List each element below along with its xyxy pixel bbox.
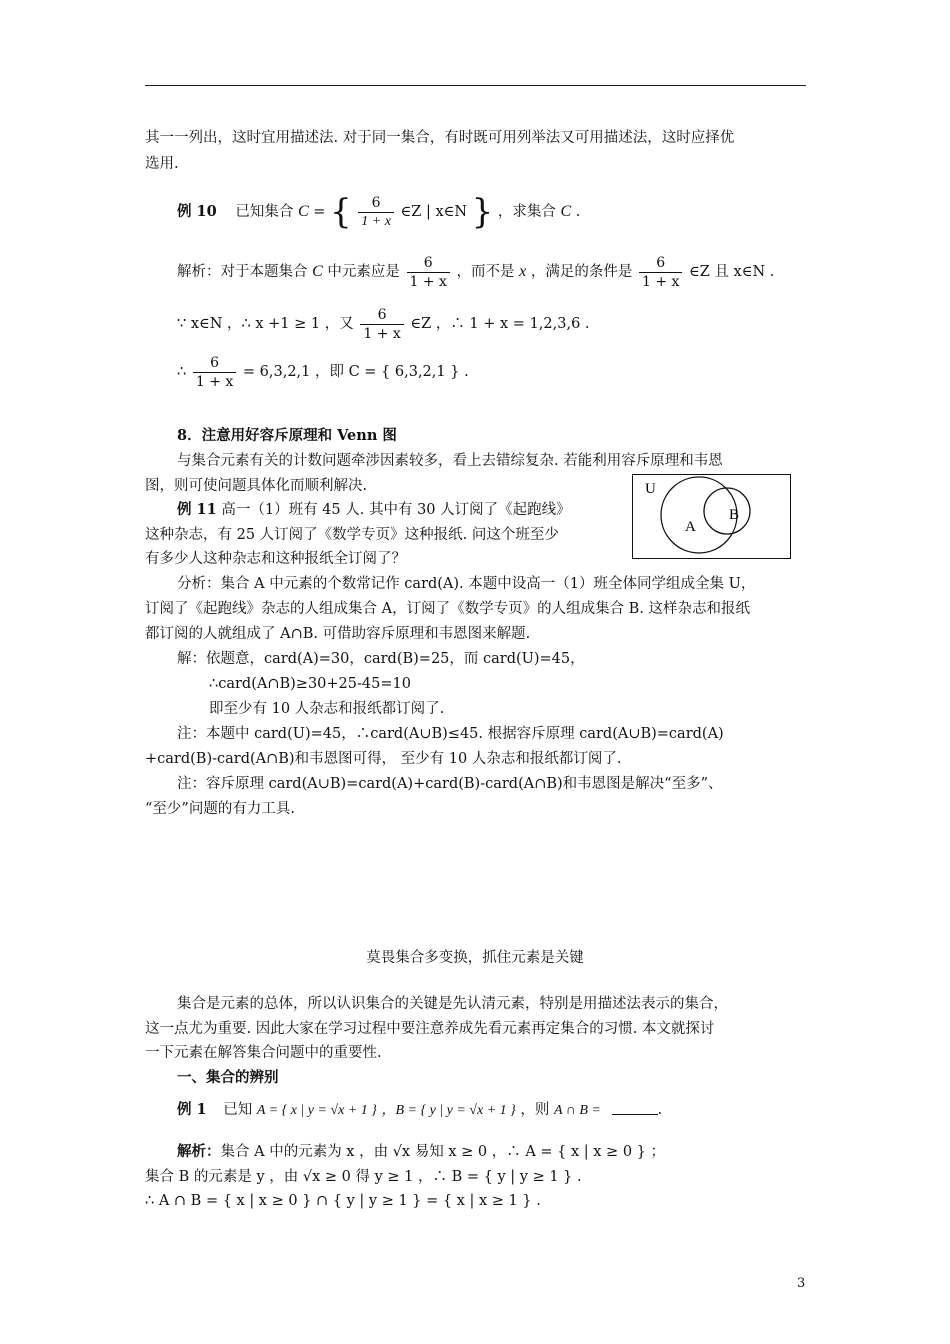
paragraph-line: 订阅了《起跑线》杂志的人组成集合 A，订阅了《数学专页》的人组成集合 B. 这样杂志和报纸 — [145, 601, 751, 617]
paragraph-line: 这一点尤为重要. 因此大家在学习过程中要注意养成先看元素再定集合的习惯. 本文就探讨 — [145, 1021, 715, 1037]
analysis-line-3: ∴ $\frac{6}{1 + x}$ = 6,3,2,1 ，即 C = { 6,3,2,1 } . — [177, 354, 469, 390]
solution-line: ∴card(A∩B)≥30+25-45=10 — [209, 676, 411, 692]
section-heading: 一、集合的辨别 — [177, 1069, 279, 1086]
fraction: $\frac{6}{1 + x}$ — [639, 254, 682, 291]
analysis-line-1: 解析：对于本题集合 C 中元素应是 $\frac{6}{1 + x}$ ，而不是 x ，满足的条件是 $\frac{6}{1 + x}$ ∈Z 且 x∈N . — [177, 254, 775, 290]
paragraph-line: 集合是元素的总体，所以认识集合的关键是先认清元素，特别是用描述法表示的集合， — [177, 996, 728, 1012]
example-label: 例 11 — [177, 501, 217, 518]
example-10: 例 10 已知集合 C = { $\frac{6}{1 + x}$ ∈Z | x∈N } ，求集合 C . — [177, 192, 581, 232]
header-rule — [145, 85, 806, 86]
solution-line: 即至少有 10 人杂志和报纸都订阅了. — [209, 701, 445, 717]
example-label: 例 10 — [177, 203, 217, 220]
paragraph-line: 一下元素在解答集合问题中的重要性. — [145, 1045, 382, 1061]
paragraph-line: 其一一列出，这时宜用描述法. 对于同一集合，有时既可用列举法又可用描述法，这时应择优 — [145, 130, 735, 146]
example-label: 例 1 — [177, 1101, 207, 1118]
answer-blank — [612, 1106, 658, 1115]
note-line: +card(B)-card(A∩B)和韦恩图可得， 至少有 10 人杂志和报纸都订阅了. — [145, 751, 622, 767]
venn-label-a: A — [685, 519, 696, 535]
paragraph-line: 这种杂志，有 25 人订阅了《数学专页》这种报纸. 问这个班至少 — [145, 527, 559, 543]
venn-label-u: U — [645, 481, 656, 497]
example-1: 例 1 已知 A = { x | y = √x + 1 } ，B = { y | y = √x + 1 } ，则 A ∩ B = . — [177, 1101, 663, 1118]
page-number: 3 — [797, 1276, 806, 1291]
paragraph-line: 与集合元素有关的计数问题牵涉因素较多，看上去错综复杂. 若能利用容斥原理和韦恩 — [177, 453, 723, 469]
fraction: $\frac{6}{1 + x}$ — [360, 306, 403, 343]
circle-b — [704, 488, 750, 534]
solution-line: 解：依题意，card(A)=30，card(B)=25，而 card(U)=45， — [177, 651, 585, 667]
venn-label-b: B — [729, 507, 740, 523]
solution-line: 解析：集合 A 中的元素为 x ，由 √x 易知 x ≥ 0 ，∴ A = { x | x ≥ 0 } ； — [177, 1143, 665, 1160]
note-line: “至少”问题的有力工具. — [145, 801, 295, 817]
solution-line: 集合 B 的元素是 y ，由 √x ≥ 0 得 y ≥ 1 ，∴ B = { y | y ≥ 1 } . — [145, 1169, 582, 1185]
note-line: 注：容斥原理 card(A∪B)=card(A)+card(B)-card(A∩B)和韦恩图是解决“至多”、 — [177, 776, 723, 792]
section-heading: 8．注意用好容斥原理和 Venn 图 — [177, 427, 397, 444]
paragraph-line: 选用. — [145, 156, 179, 172]
example-11: 例 11 高一（1）班有 45 人. 其中有 30 人订阅了《起跑线》 — [177, 501, 571, 518]
article-title: 莫畏集合多变换，抓住元素是关键 — [366, 950, 584, 966]
paragraph-line: 图，则可使问题具体化而顺利解决. — [145, 478, 368, 494]
fraction: $\frac{6}{1 + x}$ — [193, 354, 236, 391]
paragraph-line: 分析：集合 A 中元素的个数常记作 card(A). 本题中设高一（1）班全体同学组成全集 U， — [177, 576, 756, 592]
paragraph-line: 都订阅的人就组成了 A∩B. 可借助容斥原理和韦恩图来解题. — [145, 626, 531, 642]
analysis-line-2: ∵ x∈N ，∴ x +1 ≥ 1 ，又 $\frac{6}{1 + x}$ ∈Z ，∴ 1 + x = 1,2,3,6 . — [177, 306, 590, 342]
solution-line: ∴ A ∩ B = { x | x ≥ 0 } ∩ { y | y ≥ 1 } = { x | x ≥ 1 } . — [145, 1193, 541, 1209]
fraction: $\frac{6}{1 + x}$ — [407, 254, 450, 291]
note-line: 注：本题中 card(U)=45，∴card(A∪B)≤45. 根据容斥原理 card(A∪B)=card(A) — [177, 726, 724, 742]
venn-diagram — [632, 474, 791, 559]
fraction: $\frac{6}{1 + x}$ — [358, 194, 394, 231]
venn-svg — [633, 475, 790, 558]
paragraph-line: 有多少人这种杂志和这种报纸全订阅了？ — [145, 551, 406, 567]
